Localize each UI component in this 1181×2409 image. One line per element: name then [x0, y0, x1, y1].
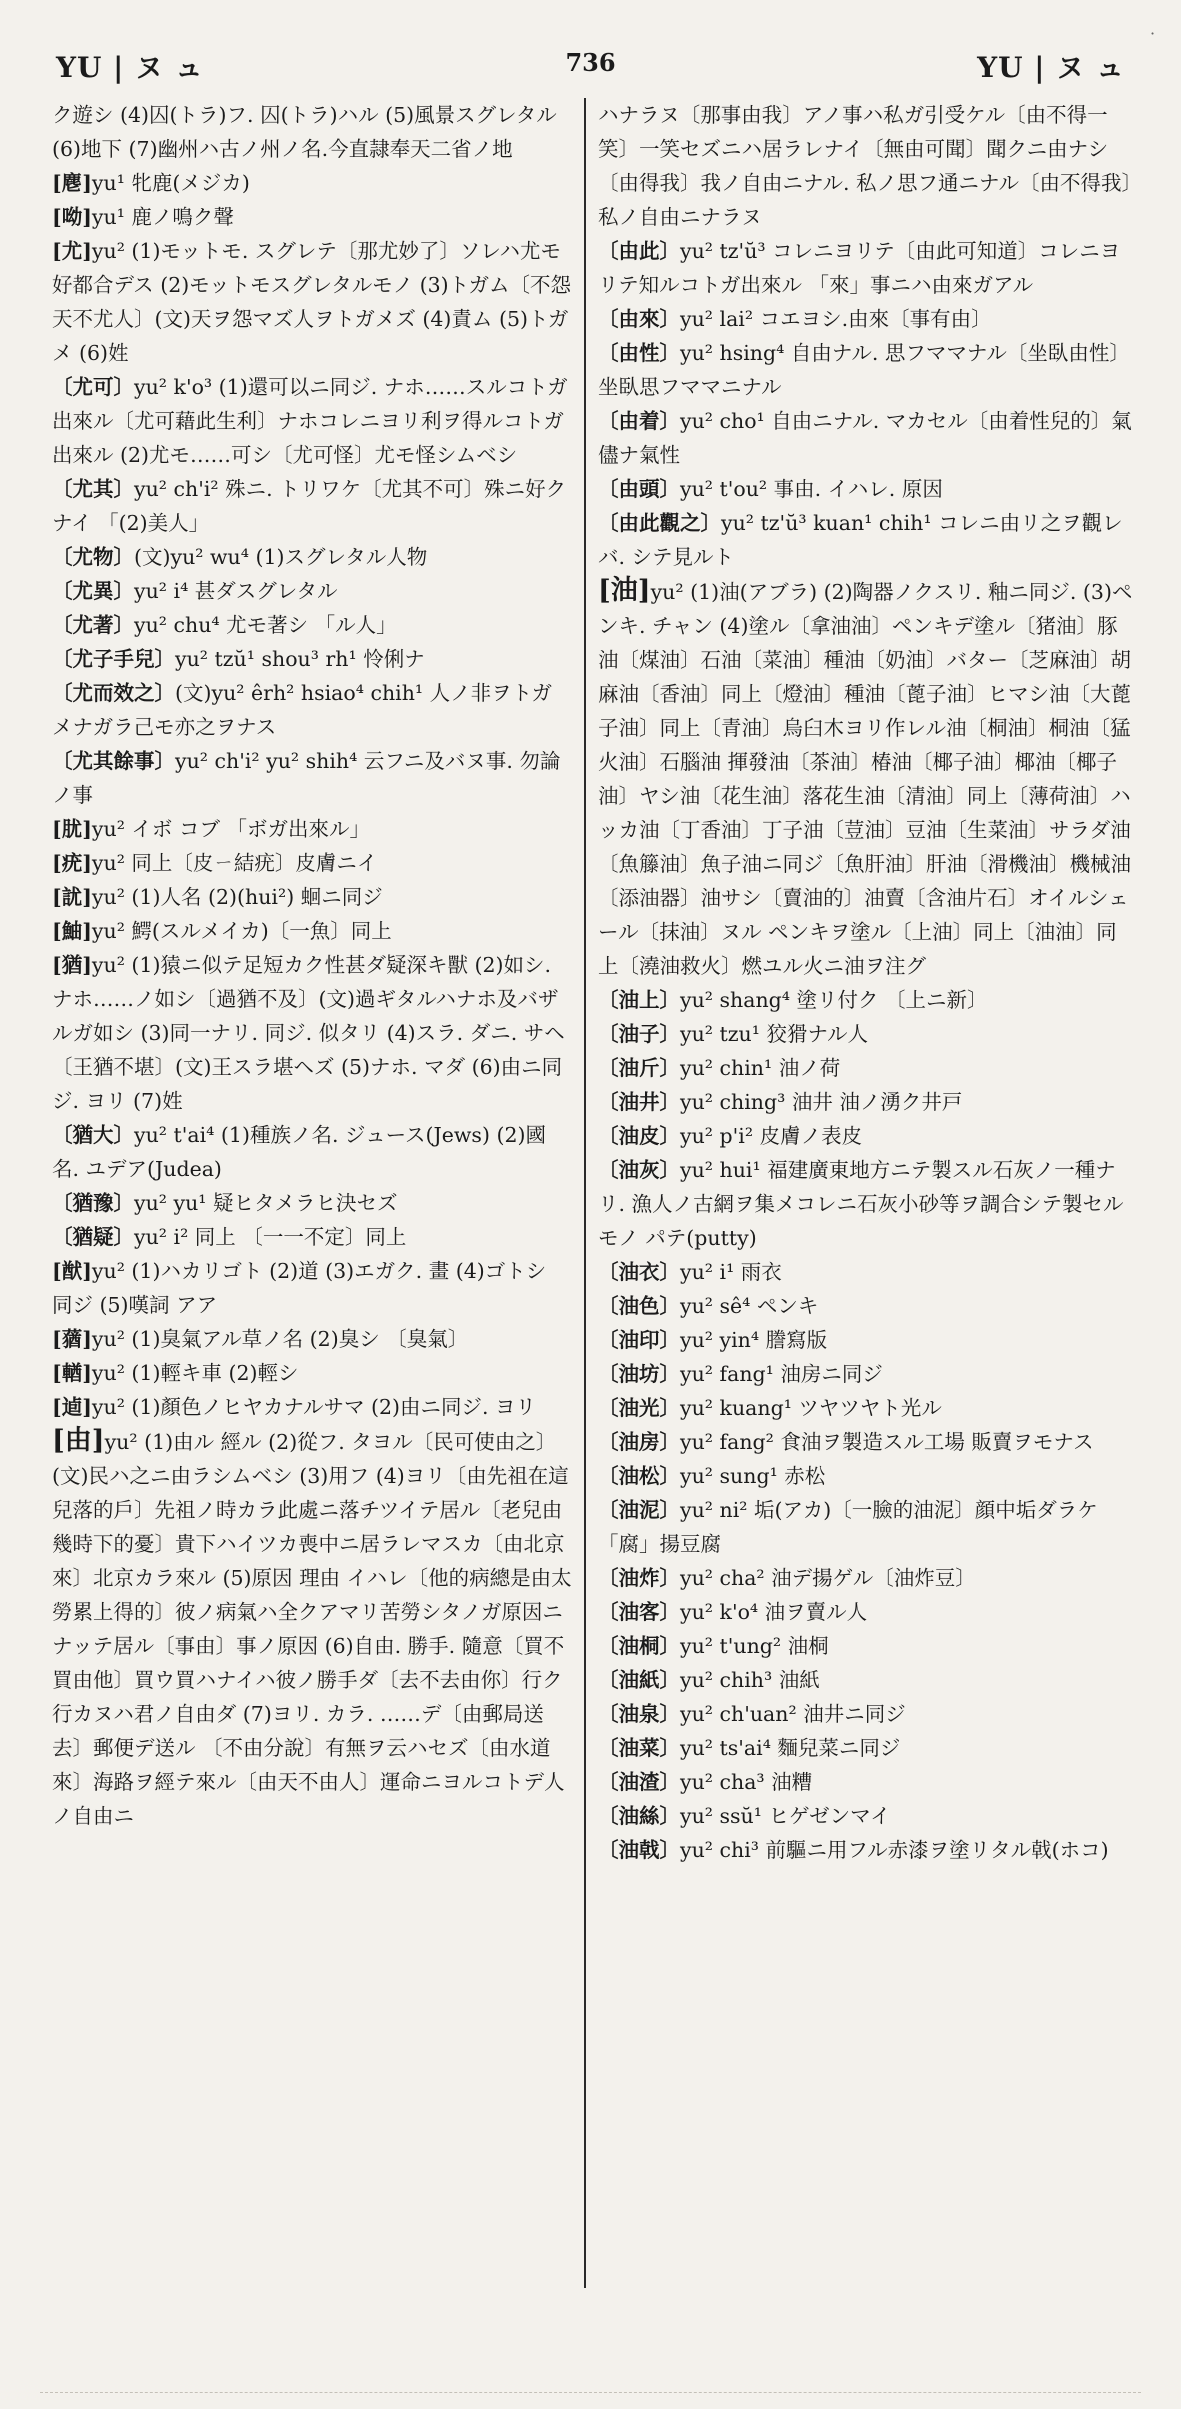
entry-text: yu² 鰐(スルメイカ)〔一魚〕同上 [91, 919, 392, 943]
dictionary-entry [598, 1697, 1133, 1731]
entry-text: yu² kuang¹ ツヤツヤト光ル [680, 1396, 942, 1420]
entry-headword: 〔油衣〕 [598, 1260, 680, 1284]
dictionary-entry [52, 574, 572, 608]
entry-text: yu² k'o⁴ 油ヲ賣ル人 [680, 1600, 868, 1624]
entry-text: yu² sê⁴ ペンキ [680, 1294, 819, 1318]
entry-text: yu² i¹ 雨衣 [680, 1260, 782, 1284]
column-divider [584, 98, 586, 2288]
entry-text: yu² i² 同上 〔一一不定〕同上 [134, 1225, 407, 1249]
dictionary-entry [52, 676, 572, 744]
page-number: 736 [565, 48, 616, 77]
edge-mark: · [1150, 24, 1156, 43]
dictionary-entry [598, 336, 1133, 404]
entry-headword: 〔油泥〕 [598, 1498, 680, 1522]
entry-text: yu² p'i² 皮膚ノ表皮 [680, 1124, 863, 1148]
dictionary-entry [598, 1425, 1133, 1459]
left-column [52, 98, 572, 2343]
entry-text: yu² t'ai⁴ (1)種族ノ名. ジュース(Jews) (2)國名. ユデア(Judea) [52, 1123, 547, 1181]
dictionary-entry [598, 1833, 1133, 1867]
entry-text: yu² chu⁴ 尤モ著シ 「ル人」 [134, 613, 397, 637]
dictionary-entry [52, 744, 572, 812]
entry-text: yu² yin⁴ 謄寫版 [680, 1328, 828, 1352]
entry-headword: 〔由頭〕 [598, 477, 680, 501]
entry-text: yu² hsing⁴ 自由ナル. 思フママナル〔坐臥由性〕坐臥思フママニナル [598, 341, 1130, 399]
dictionary-entry [52, 234, 572, 370]
entry-text: yu² ching³ 油井 油ノ湧ク井戸 [680, 1090, 963, 1114]
entry-text: yu² hui¹ 福建廣東地方ニテ製スル石灰ノ一種ナリ. 漁人ノ古網ヲ集メコレニ石灰小砂等ヲ調合シテ製セルモノ パテ(putty) [598, 1158, 1124, 1250]
entry-headword: 〔由性〕 [598, 341, 680, 365]
dictionary-entry [598, 1799, 1133, 1833]
dictionary-entry [598, 404, 1133, 472]
dictionary-entry [598, 1323, 1133, 1357]
dictionary-entry [598, 1595, 1133, 1629]
entry-text: (文)yu² êrh² hsiao⁴ chih¹ 人ノ非ヲトガメナガラ己モ亦之ヲナス [52, 681, 553, 739]
entry-headword: 〔猶大〕 [52, 1123, 134, 1147]
dictionary-entry [598, 1731, 1133, 1765]
dictionary-entry [598, 1629, 1133, 1663]
dictionary-entry [598, 1663, 1133, 1697]
entry-headword: [疣] [52, 851, 92, 875]
dictionary-entry [598, 1357, 1133, 1391]
entry-headword: [蕕] [52, 1327, 92, 1351]
entry-headword: [由] [52, 1425, 105, 1456]
header-left-label: YU | ヌ ュ [56, 51, 204, 84]
dictionary-entry [52, 472, 572, 540]
entry-text: yu² ch'i² 殊ニ. トリワケ〔尤其不可〕殊ニ好クナイ 「(2)美人」 [52, 477, 567, 535]
dictionary-entry [52, 880, 572, 914]
entry-headword: 〔油井〕 [598, 1090, 680, 1114]
entry-headword: 〔油上〕 [598, 988, 680, 1012]
entry-headword: 〔油渣〕 [598, 1770, 680, 1794]
entry-headword: 〔油炸〕 [598, 1566, 680, 1590]
dictionary-entry [598, 1391, 1133, 1425]
entry-text: yu² (1)モットモ. スグレテ〔那尤妙了〕ソレハ尤モ好都合デス (2)モットモスグレタルモノ (3)トガム〔不怨天不尤人〕(文)天ヲ怨マズ人ヲトガメズ (4)責ム (5)トガメ (6)姓 [52, 239, 572, 365]
dictionary-entry [52, 1118, 572, 1186]
dictionary-entry [52, 1254, 572, 1322]
entry-headword: [麀] [52, 171, 92, 195]
entry-text: (文)yu² wu⁴ (1)スグレタル人物 [134, 545, 428, 569]
entry-text: yu² ni² 垢(アカ)〔一臉的油泥〕顔中垢ダラケ 「腐」揚豆腐 [598, 1498, 1098, 1556]
entry-headword: 〔由此〕 [598, 239, 680, 263]
entry-text: yu² chih³ 油紙 [680, 1668, 820, 1692]
entry-text: yu² t'ung² 油桐 [680, 1634, 829, 1658]
dictionary-entry [52, 1186, 572, 1220]
entry-headword: 〔油松〕 [598, 1464, 680, 1488]
entry-text: yu² k'o³ (1)還可以ニ同ジ. ナホ……スルコトガ出來ル〔尤可藉此生利〕ナホコレニヨリ利ヲ得ルコトガ出來ル (2)尤モ……可シ〔尤可怪〕尤モ怪シムベシ [52, 375, 568, 467]
dictionary-entry [598, 1085, 1133, 1119]
page-header [56, 46, 1125, 86]
dictionary-entry [52, 200, 572, 234]
entry-headword: 〔尤可〕 [52, 375, 134, 399]
entry-headword: 〔油光〕 [598, 1396, 680, 1420]
dictionary-entry [598, 302, 1133, 336]
entry-headword: 〔油菜〕 [598, 1736, 680, 1760]
entry-text: yu² fang² 食油ヲ製造スル工場 販賣ヲモナス [680, 1430, 1094, 1454]
dictionary-entry [598, 1255, 1133, 1289]
dictionary-entry [52, 540, 572, 574]
header-right-label: YU | ヌ ュ [977, 51, 1125, 84]
dictionary-entry [52, 608, 572, 642]
entry-text: yu² cha² 油デ揚ゲル〔油炸豆〕 [680, 1566, 976, 1590]
entry-text: yu² (1)由ル 經ル (2)從フ. タヨル〔民可使由之〕(文)民ハ之ニ由ラシムベシ (3)用フ (4)ヨリ〔由先祖在這兒落的戶〕先祖ノ時カラ此處ニ落チツイテ居ル〔老兒由幾時下的憂〕貴下ハイツカ喪中ニ居ラレマスカ〔由北京來〕北京カラ來ル (5)原因 理由 イハレ〔他的病總是由太勞累上得的〕彼ノ病氣ハ全クアマリ苦勞シタノガ原因ニナッテ居ル〔事由〕事ノ原因 (6)自由. 勝手. 隨意〔買不買由他〕買ウ買ハナイハ彼ノ勝手ダ〔去不去由你〕行ク行カヌハ君ノ自由ダ (7)ヨリ. カラ. ……デ〔由郵局送去〕郵便デ送ル 〔不由分說〕有無ヲ云ハセズ〔由水道來〕海路ヲ經テ來ル〔由天不由人〕運命ニヨルコトデ人ノ自由ニ [52, 1430, 572, 1828]
dictionary-entry [598, 472, 1133, 506]
dictionary-entry [598, 1289, 1133, 1323]
entry-text: yu² 同上〔皮ㄧ結疣〕皮膚ニイ [91, 851, 378, 875]
dictionary-entry [52, 1322, 572, 1356]
entry-headword: 〔油客〕 [598, 1600, 680, 1624]
entry-text: yu² ch'uan² 油井ニ同ジ [680, 1702, 906, 1726]
dictionary-entry [598, 1119, 1133, 1153]
entry-text: yu² fang¹ 油房ニ同ジ [680, 1362, 883, 1386]
entry-text: yu² ssŭ¹ ヒゲゼンマイ [680, 1804, 891, 1828]
entry-text: yu² shang⁴ 塗リ付ク 〔上ニ新〕 [680, 988, 988, 1012]
right-column [598, 98, 1133, 2343]
entry-headword: 〔油印〕 [598, 1328, 680, 1352]
dictionary-entry [598, 1765, 1133, 1799]
entry-headword: 〔油絲〕 [598, 1804, 680, 1828]
entry-headword: [輶] [52, 1361, 92, 1385]
dictionary-entry [598, 1561, 1133, 1595]
entry-headword: 〔油泉〕 [598, 1702, 680, 1726]
entry-headword: 〔由此觀之〕 [598, 511, 721, 535]
entry-text: yu² yu¹ 疑ヒタメラヒ決セズ [134, 1191, 398, 1215]
entry-text: yu² (1)ハカリゴト (2)道 (3)エガク. 畫 (4)ゴトシ 同ジ (5)嘆詞 アア [52, 1259, 547, 1317]
dictionary-entry [52, 370, 572, 472]
entry-headword: 〔油房〕 [598, 1430, 680, 1454]
entry-headword: [呦] [52, 205, 92, 229]
entry-text: yu² sung¹ 赤松 [680, 1464, 826, 1488]
entry-text: yu² ts'ai⁴ 麵兒菜ニ同ジ [680, 1736, 901, 1760]
entry-headword: 〔油灰〕 [598, 1158, 680, 1182]
entry-text: yu² cho¹ 自由ニナル. マカセル〔由着性兒的〕氣儘ナ氣性 [598, 409, 1132, 467]
entry-headword: 〔油色〕 [598, 1294, 680, 1318]
entry-headword: [猶] [52, 953, 92, 977]
dictionary-entry [598, 98, 1133, 234]
entry-text: yu² t'ou² 事由. イハレ. 原因 [680, 477, 943, 501]
entry-headword: 〔尤著〕 [52, 613, 134, 637]
dictionary-entry [598, 1051, 1133, 1085]
entry-headword: 〔由來〕 [598, 307, 680, 331]
entry-headword: 〔猶豫〕 [52, 1191, 134, 1215]
dictionary-entry [52, 642, 572, 676]
entry-headword: [肬] [52, 817, 92, 841]
dictionary-entry [598, 1017, 1133, 1051]
entry-headword: 〔油斤〕 [598, 1056, 680, 1080]
dictionary-entry [52, 1390, 572, 1424]
entry-headword: [逌] [52, 1395, 92, 1419]
entry-text: ハナラヌ〔那事由我〕アノ事ハ私ガ引受ケル〔由不得一笑〕一笑セズニハ居ラレナイ〔無由可聞〕聞クニ由ナシ〔由得我〕我ノ自由ニナル. 私ノ思フ通ニナル〔由不得我〕私ノ自由ニナラヌ [598, 103, 1132, 229]
entry-headword: 〔尤異〕 [52, 579, 134, 603]
entry-text: yu² ch'i² yu² shih⁴ 云フニ及バヌ事. 勿論ノ事 [52, 749, 561, 807]
entry-headword: [油] [598, 575, 651, 606]
entry-headword: 〔油桐〕 [598, 1634, 680, 1658]
footer-rule [40, 2392, 1141, 2394]
entry-headword: 〔尤其餘事〕 [52, 749, 175, 773]
dictionary-entry [598, 1493, 1133, 1561]
entry-headword: 〔尤而效之〕 [52, 681, 175, 705]
entry-text: yu² (1)人名 (2)(hui²) 蛔ニ同ジ [91, 885, 383, 909]
dictionary-entry [52, 846, 572, 880]
dictionary-entry [52, 1356, 572, 1390]
entry-text: yu¹ 鹿ノ鳴ク聲 [91, 205, 234, 229]
entry-text: yu² chin¹ 油ノ荷 [680, 1056, 841, 1080]
dictionary-entry [52, 166, 572, 200]
entry-text: ク遊シ (4)囚(トラ)フ. 囚(トラ)ハル (5)風景スグレタル (6)地下 (7)幽州ハ古ノ州ノ名.今直隷奉天二省ノ地 [52, 103, 557, 161]
entry-headword: [尤] [52, 239, 92, 263]
dictionary-entry [52, 1424, 572, 1833]
entry-headword: 〔油坊〕 [598, 1362, 680, 1386]
entry-text: yu² lai² コエヨシ.由來〔事有由〕 [680, 307, 992, 331]
entry-text: yu² i⁴ 甚ダスグレタル [134, 579, 338, 603]
entry-text: yu¹ 牝鹿(メジカ) [91, 171, 250, 195]
entry-text: yu² (1)油(アブラ) (2)陶器ノクスリ. 釉ニ同ジ. (3)ペンキ. チャン (4)塗ル〔拿油油〕ペンキデ塗ル〔猪油〕豚油〔煤油〕石油〔菜油〕種油〔奶油〕バター〔芝麻油〕胡麻油〔香油〕同上〔燈油〕種油〔蓖子油〕ヒマシ油〔大蓖子油〕同上〔青油〕烏臼木ヨリ作レル油〔桐油〕桐油〔猛火油〕石腦油 揮發油〔茶油〕椿油〔椰子油〕椰油〔椰子油〕ヤシ油〔花生油〕落花生油〔清油〕同上〔薄荷油〕ハッカ油〔丁香油〕丁子油〔荳油〕豆油〔生菜油〕サラダ油〔魚籐油〕魚子油ニ同ジ〔魚肝油〕肝油〔滑機油〕機械油〔添油器〕油サシ〔賣油的〕油賣〔含油片石〕オイルシェール〔抹油〕ヌル ペンキヲ塗ル〔上油〕同上〔油油〕同上〔澆油救火〕燃ユル火ニ油ヲ注グ [598, 580, 1133, 978]
entry-headword: [鮋] [52, 919, 92, 943]
dictionary-entry [598, 983, 1133, 1017]
dictionary-entry [598, 1153, 1133, 1255]
entry-text: yu² tz'ŭ³ コレニヨリテ〔由此可知道〕コレニヨリテ知ルコトガ出來ル 「來」事ニハ由來ガアル [598, 239, 1121, 297]
dictionary-entry [598, 574, 1133, 983]
entry-headword: 〔由着〕 [598, 409, 680, 433]
dictionary-entry [52, 914, 572, 948]
entry-headword: 〔尤其〕 [52, 477, 134, 501]
entry-text: yu² tz'ŭ³ kuan¹ chih¹ コレニ由リ之ヲ觀レバ. シテ見ルト [598, 511, 1123, 569]
entry-text: yu² (1)顏色ノヒヤカナルサマ (2)由ニ同ジ. ヨリ [91, 1395, 537, 1419]
entry-headword: [訧] [52, 885, 92, 909]
entry-text: yu² chi³ 前驅ニ用フル赤漆ヲ塗リタル戟(ホコ) [680, 1838, 1109, 1862]
dictionary-entry [52, 98, 572, 166]
entry-headword: 〔油戟〕 [598, 1838, 680, 1862]
entry-text: yu² cha³ 油糟 [680, 1770, 813, 1794]
entry-text: yu² (1)輕キ車 (2)輕シ [91, 1361, 299, 1385]
entry-headword: 〔油紙〕 [598, 1668, 680, 1692]
entry-headword: 〔猶疑〕 [52, 1225, 134, 1249]
dictionary-entry [598, 1459, 1133, 1493]
entry-text: yu² (1)猿ニ似テ足短カク性甚ダ疑深キ獸 (2)如シ. ナホ……ノ如シ〔過猶不及〕(文)過ギタルハナホ及バザルガ如シ (3)同一ナリ. 同ジ. 似タリ (4)スラ. ダニ. サヘ〔王猶不堪〕(文)王スラ堪ヘズ (5)ナホ. マダ (6)由ニ同ジ. ヨリ (7)姓 [52, 953, 565, 1113]
entry-headword: 〔油皮〕 [598, 1124, 680, 1148]
dictionary-entry [598, 234, 1133, 302]
entry-headword: 〔尤子手兒〕 [52, 647, 175, 671]
dictionary-entry [52, 948, 572, 1118]
entry-text: yu² (1)臭氣アル草ノ名 (2)臭シ 〔臭氣〕 [91, 1327, 469, 1351]
entry-text: yu² tzŭ¹ shou³ rh¹ 怜俐ナ [175, 647, 425, 671]
entry-headword: 〔尤物〕 [52, 545, 134, 569]
entry-text: yu² イボ コブ 「ボガ出來ル」 [91, 817, 370, 841]
entry-headword: 〔油子〕 [598, 1022, 680, 1046]
dictionary-entry [598, 506, 1133, 574]
dictionary-entry [52, 1220, 572, 1254]
entry-text: yu² tzu¹ 狡猾ナル人 [680, 1022, 868, 1046]
entry-headword: [猷] [52, 1259, 92, 1283]
dictionary-entry [52, 812, 572, 846]
